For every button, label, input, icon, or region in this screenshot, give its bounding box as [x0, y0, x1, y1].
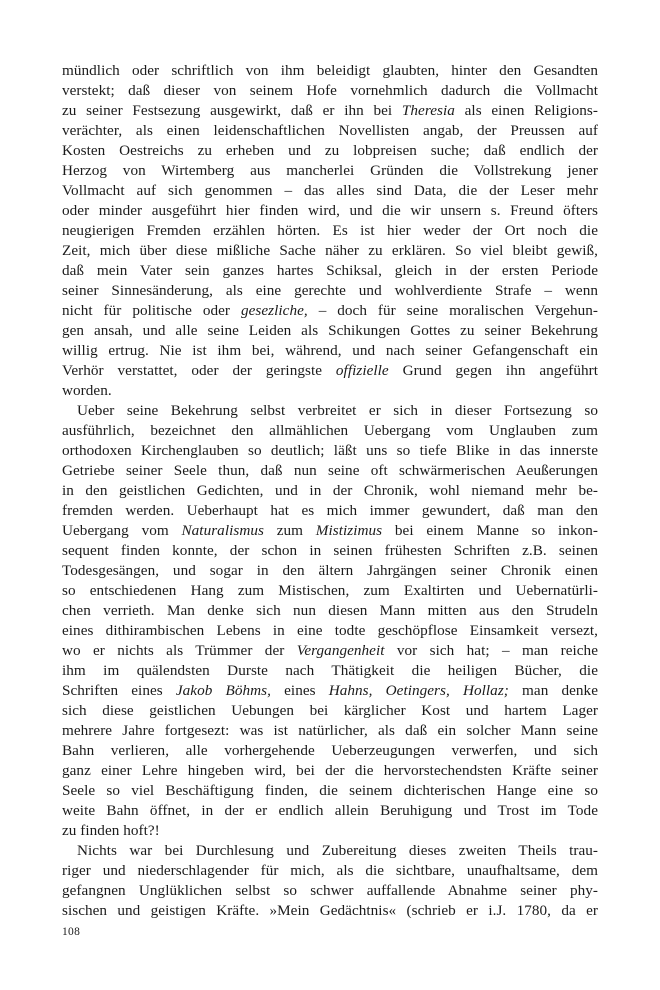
text-segment: Zeit, mich über diese mißliche Sache näher zu erklären. So viel bleibt gewiß, — [62, 242, 598, 259]
text-segment: gefangnen Unglüklichen selbst so schwer auffallende Abnahme seiner phy- — [62, 882, 598, 899]
text-line — [62, 661, 598, 681]
text-line — [62, 441, 598, 461]
text-line — [62, 461, 598, 481]
text-segment: man denke — [508, 682, 598, 699]
text-line — [62, 701, 598, 721]
text-segment: wo er nichts als Trümmer der — [62, 642, 297, 659]
text-line — [62, 841, 598, 861]
text-segment: sischen und geistigen Kräfte. »Mein Gedächtnis« (schrieb er i.J. 1780, da er — [62, 902, 598, 919]
text-segment: neugierigen Fremden erzählen hörten. Es ist hier weder der Ort noch die — [62, 222, 598, 239]
text-segment: als einen Religions- — [454, 102, 598, 119]
text-line — [62, 221, 598, 241]
text-line — [62, 181, 598, 201]
text-segment: Schriften eines — [62, 682, 176, 699]
text-segment: seiner Sinnesänderung, als eine gerechte und wohlverdiente Strafe – wenn — [62, 282, 598, 299]
text-segment: sequent finden konnte, der schon in seinen frühesten Schriften z.B. seinen — [62, 542, 598, 559]
text-line — [62, 241, 598, 261]
text-line — [62, 601, 598, 621]
text-line — [62, 641, 598, 661]
text-segment: fremden werden. Ueberhaupt hat es mich immer gewundert, daß man den — [62, 502, 598, 519]
text-segment: chen verrieth. Man denke sich nun diesen Mann mitten aus den Strudeln — [62, 602, 598, 619]
text-segment: Nichts war bei Durchlesung und Zubereitung dieses zweiten Theils trau- — [77, 842, 598, 859]
text-line — [62, 101, 598, 121]
text-segment: zu seiner Festsezung ausgewirkt, daß er ihn bei — [62, 102, 402, 119]
text-segment: orthodoxen Kirchenglauben so deutlich; läßt uns so tiefe Blike in das innerste — [62, 442, 598, 459]
text-line — [62, 781, 598, 801]
text-segment: Grund gegen ihn angeführt — [388, 362, 599, 379]
text-segment: so entschiedenen Hang zum Mistischen, zum Exaltirten und Uebernatürli- — [62, 582, 598, 599]
text-segment: zu finden hoft?! — [62, 822, 160, 839]
text-line — [62, 521, 598, 541]
text-line — [62, 81, 598, 101]
text-line — [62, 341, 598, 361]
text-segment: ihm im quälendsten Durste nach Thätigkeit die heiligen Bücher, die — [62, 662, 598, 679]
italic-text-segment: Vergangenheit — [296, 642, 385, 659]
text-line — [62, 421, 598, 441]
text-line — [62, 301, 598, 321]
italic-text-segment: Mistizimus — [315, 522, 383, 539]
text-segment: Kosten Oestreichs zu erheben und zu lobpreisen suche; daß endlich der — [62, 142, 598, 159]
text-segment: verächter, als einen leidenschaftlichen Novellisten angab, der Preussen auf — [62, 122, 598, 139]
text-segment: eines — [270, 682, 329, 699]
text-line — [62, 121, 598, 141]
text-line — [62, 381, 598, 401]
italic-text-segment: Hahns, Oetingers, Hollaz; — [328, 682, 509, 699]
text-segment: verstekt; daß dieser von seinem Hofe vornehmlich dadurch die Vollmacht — [62, 82, 598, 99]
text-segment: Verhör verstattet, oder der geringste — [62, 362, 336, 379]
italic-text-segment: Theresia — [401, 102, 455, 119]
text-segment: ausführlich, bezeichnet den allmählichen Uebergang vom Unglauben zum — [62, 422, 598, 439]
text-line — [62, 681, 598, 701]
text-segment: vor sich hat; – man reiche — [384, 642, 598, 659]
text-segment: mündlich oder schriftlich von ihm beleidigt glaubten, hinter den Gesandten — [62, 62, 598, 79]
text-line — [62, 721, 598, 741]
text-line — [62, 901, 598, 921]
text-segment: Todesgesängen, und sogar in den ältern Jahrgängen seiner Chronik einen — [62, 562, 598, 579]
text-segment: daß mein Vater sein ganzes hartes Schiksal, gleich in der ersten Periode — [62, 262, 598, 279]
text-line — [62, 261, 598, 281]
text-block — [62, 61, 598, 921]
text-segment: oder minder ausgeführt hier finden wird, und die wir unsern s. Freund öfters — [62, 202, 598, 219]
text-segment: sich diese geistlichen Uebungen bei kärglicher Kost und hartem Lager — [62, 702, 598, 719]
text-segment: Ueber seine Bekehrung selbst verbreitet er sich in dieser Fortsezung so — [77, 402, 598, 419]
text-segment: bei einem Manne so inkon- — [382, 522, 598, 539]
text-segment: weite Bahn öffnet, in der er endlich allein Beruhigung und Trost im Tode — [62, 802, 598, 819]
text-line — [62, 581, 598, 601]
text-segment: Seele so viel Beschäftigung finden, die seinem dichterischen Hange eine so — [62, 782, 598, 799]
text-line — [62, 61, 598, 81]
text-segment: ganz einer Lehre hingeben wird, bei der die hervorstechendsten Kräfte seiner — [62, 762, 598, 779]
text-segment: eines dithirambischen Lebens in eine todte geschöpflose Einsamkeit versezt, — [62, 622, 598, 639]
text-segment: – doch für seine moralischen Vergehun- — [307, 302, 598, 319]
text-segment: Vollmacht auf sich genommen – das alles sind Data, die der Leser mehr — [62, 182, 598, 199]
text-segment: willig ertrug. Nie ist ihm bei, während, und nach seiner Gefangenschaft ein — [62, 342, 598, 359]
text-segment: Herzog von Wirtemberg aus mancherlei Gründen die Vollstrekung jener — [62, 162, 598, 179]
text-segment: Bahn verlieren, alle vorhergehende Ueberzeugungen verwerfen, und sich — [62, 742, 598, 759]
text-line — [62, 201, 598, 221]
text-line — [62, 881, 598, 901]
text-line — [62, 401, 598, 421]
text-line — [62, 741, 598, 761]
text-line — [62, 621, 598, 641]
text-segment: in den geistlichen Gedichten, und in der Chronik, wohl niemand mehr be- — [62, 482, 598, 499]
text-line — [62, 321, 598, 341]
text-line — [62, 161, 598, 181]
text-segment: mehrere Jahre fortgesezt: was ist natürlicher, als daß ein solcher Mann seine — [62, 722, 598, 739]
italic-text-segment: Naturalismus — [181, 522, 264, 539]
text-line — [62, 561, 598, 581]
italic-text-segment: offizielle — [335, 362, 389, 379]
text-segment: riger und niederschlagender für mich, als die sichtbare, unaufhaltsame, dem — [62, 862, 598, 879]
text-line — [62, 281, 598, 301]
text-line — [62, 861, 598, 881]
text-line — [62, 481, 598, 501]
text-segment: Getriebe seiner Seele thun, daß nun seine oft schwärmerischen Aeußerungen — [62, 462, 598, 479]
text-line — [62, 501, 598, 521]
text-line — [62, 361, 598, 381]
text-line — [62, 541, 598, 561]
text-segment: nicht für politische oder — [62, 302, 241, 319]
text-line — [62, 761, 598, 781]
text-segment: zum — [263, 522, 316, 539]
text-segment: Uebergang vom — [62, 522, 182, 539]
text-segment: gen ansah, und alle seine Leiden als Schikungen Gottes zu seiner Bekehrung — [62, 322, 598, 339]
text-line — [62, 141, 598, 161]
text-line — [62, 801, 598, 821]
text-segment: worden. — [62, 382, 112, 399]
italic-text-segment: Jakob Böhms, — [175, 682, 271, 699]
page-number: 108 — [62, 926, 81, 938]
text-line — [62, 821, 598, 841]
italic-text-segment: gesezliche, — [240, 302, 308, 319]
